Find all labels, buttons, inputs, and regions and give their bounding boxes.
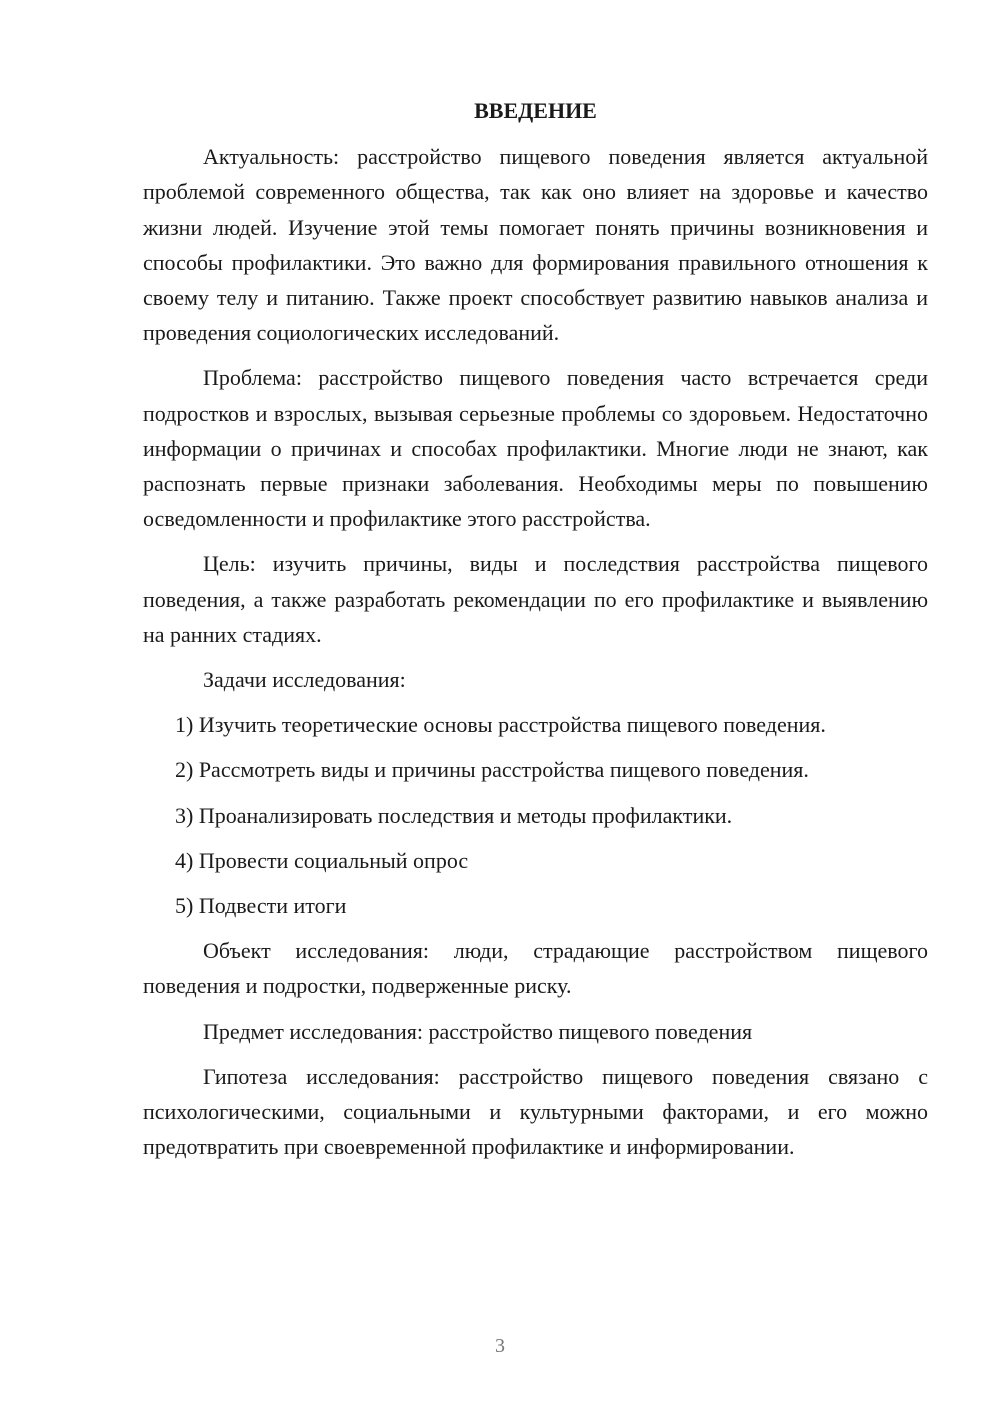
tasks-title: Задачи исследования: [203,667,406,693]
paragraph-problem: Проблема: расстройство пищевого поведения часто встречается среди подростков и взрослых, вызывая серьезные проблемы со здоровьем. Недостаточно информации о причинах и способах профилактики. Многие люди не знают, как распознать первые признаки заболевания. Необходимы меры по повышению осведомленности и профилактике этого расстройства. [143,365,928,532]
tasks-list [143,707,928,923]
paragraph-subject: Предмет исследования: расстройство пищевого поведения [203,1018,753,1044]
paragraph-object: Объект исследования: люди, страдающие расстройством пищевого поведения и подростки, подверженные риску. [143,938,928,999]
list-item: 4) Провести социальный опрос [175,847,469,873]
section-heading: ВВЕДЕНИЕ [474,98,597,123]
list-item: 1) Изучить теоретические основы расстройства пищевого поведения. [175,712,826,738]
list-item: 5) Подвести итоги [175,893,347,919]
page-number: 3 [495,1335,505,1357]
list-item: 3) Проанализировать последствия и методы профилактики. [175,802,733,828]
document-body [143,93,928,1174]
paragraph-relevance: Актуальность: расстройство пищевого поведения является актуальной проблемой современного общества, так как оно влияет на здоровье и качество жизни людей. Изучение этой темы помогает понять причины возникновения и способы профилактики. Это важно для формирования правильного отношения к своему телу и питанию. Также проект способствует развитию навыков анализа и проведения социологических исследований. [143,144,928,346]
list-item: 2) Рассмотреть виды и причины расстройства пищевого поведения. [175,757,809,783]
paragraph-hypothesis: Гипотеза исследования: расстройство пищевого поведения связано с психологическими, социальными и культурными факторами, и его можно предотвратить при своевременной профилактике и информировании. [143,1063,928,1160]
paragraph-goal: Цель: изучить причины, виды и последствия расстройства пищевого поведения, а также разработать рекомендации по его профилактике и выявлению на ранних стадиях. [143,551,928,647]
